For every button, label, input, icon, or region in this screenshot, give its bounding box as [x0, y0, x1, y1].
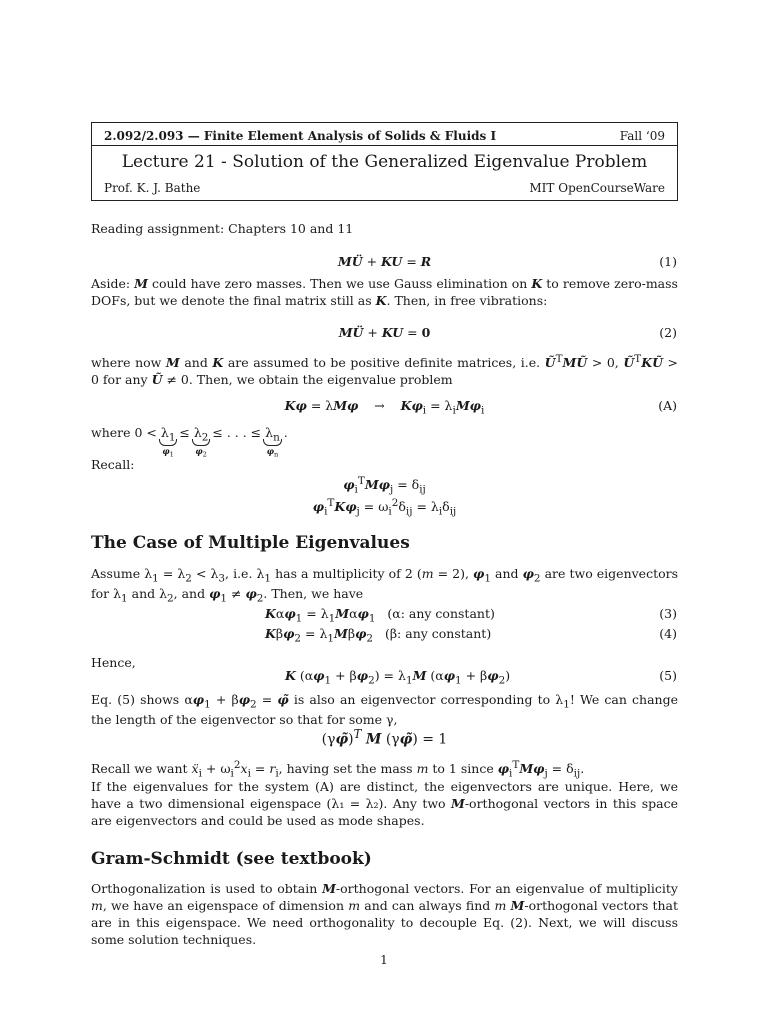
equation-number-5: (5): [659, 668, 677, 683]
course-title: 2.092/2.093 — Finite Element Analysis of Solids & Fluids I: [104, 129, 497, 143]
orthogonalization-paragraph: Orthogonalization is used to obtain M-orthogonal vectors. For an eigenvalue of multiplicity m, we have an eigenspace of dimension m and can always find m M-orthogonal vectors that are in this eigenspace. We need orthogonality to decouple Eq. (2). Next, we will discuss some solution techniques.: [91, 881, 678, 947]
section-heading-gram-schmidt: Gram-Schmidt (see textbook): [91, 849, 372, 869]
equation-4: $K\beta\varphi_2 = \lambda_1M\beta\varphi_2$ (β: any constant): [265, 626, 492, 645]
aside-text: could have zero masses. Then we use Gauss elimination on: [151, 276, 528, 291]
mass-normalization-paragraph: Recall we want ẍ$_i$ + $\omega_i^2x_i = r_i$, having set the mass m to 1 since $\varphi_i^TM\varphi_j = \delta_{ij}$.: [91, 759, 585, 780]
equation-number-4: (4): [659, 626, 677, 641]
hence-label: Hence,: [91, 655, 136, 670]
page-number: 1: [380, 953, 388, 967]
title-box: [91, 122, 678, 201]
equation-A: Kφ = λMφ → $K\varphi_i = \lambda_iM\varphi_i$: [284, 398, 485, 417]
section-heading-multiple-eigenvalues: The Case of Multiple Eigenvalues: [91, 533, 410, 553]
reading-assignment: Reading assignment: Chapters 10 and 11: [91, 221, 354, 236]
where-now-text: where now: [91, 355, 162, 371]
gs-text-4: and can always find: [364, 897, 491, 913]
eigenvector-length-paragraph: Eq. (5) shows $\alpha\varphi_1 + \beta\varphi_2$ = φ̃ is also an eigenvector corresponding to $\lambda_1$! We can change the length of the eigenvector so that for some γ,: [91, 692, 678, 727]
gs-text-3: , we have an eigenspace of dimension: [102, 897, 345, 913]
orthonormality-K: $\varphi_i^TK\varphi_j = \omega_i^2\delta_{ij} = \lambda_i\delta_{ij}$: [312, 497, 457, 518]
equation-number-3: (3): [659, 606, 677, 621]
equation-3: $K\alpha\varphi_1 = \lambda_1M\alpha\varphi_1$ (α: any constant): [265, 606, 495, 625]
multiplicity-paragraph: Assume $\lambda_1 = \lambda_2 < \lambda_3$, i.e. $\lambda_1$ has a multiplicity of 2 (m = 2), $\varphi_1$ and $\varphi_2$ are two eigenvectors for $\lambda_1$ and $\lambda_2$, and $\varphi_1 \ne \varphi_2$. Then, we have: [91, 566, 679, 605]
recall-label: Recall:: [91, 457, 135, 472]
gs-text-5: -orthogonal vectors that are in this eigenspace. We need orthogonality to decouple Eq. (2). Next, we will discuss some solution techniques.: [91, 897, 678, 947]
pos-def-text: are assumed to be positive definite matrices, i.e.: [227, 355, 541, 371]
lecture-title: Lecture 21 - Solution of the Generalized Eigenvalue Problem: [121, 152, 648, 172]
normalization-equation: (γφ̃)$^T$ M (γφ̃) = 1: [321, 727, 448, 748]
orthonormality-M: $\varphi_i^TM\varphi_j = \delta_{ij}$: [343, 475, 426, 496]
distinct-text: If the eigenvalues for the system (A) are distinct, the eigenvectors are unique. Here, we have a two dimensional eigenspace (λ₁ = λ₂). Any two: [91, 779, 678, 811]
equation-number-1: (1): [659, 254, 677, 269]
equation-5: K $(\alpha\varphi_1 + \beta\varphi_2) = \lambda_1M$ $(\alpha\varphi_1 + \beta\varphi_2)$: [285, 668, 511, 687]
constant-note-alpha: (α: any constant): [387, 606, 495, 621]
then-obtain-text: . Then, we obtain the eigenvalue problem: [188, 372, 453, 388]
gs-text-1: Orthogonalization is used to obtain: [91, 881, 318, 896]
aside-paragraph: Aside: M could have zero masses. Then we use Gauss elimination on K to remove zero-mass DOFs, but we denote the final matrix still as K. Then, in free vibrations:: [91, 276, 678, 308]
aside-text-2: to remove zero-mass DOFs, but we denote the final matrix still as: [91, 276, 678, 308]
positive-definite-paragraph: where now M and K are assumed to be positive definite matrices, i.e. $Ũ^TMŨ > 0$, $Ũ^TKŨ > 0$ for any Ũ ≠ 0. Then, we obtain the eigenvalue problem: [91, 353, 678, 388]
distinct-tail-text: -orthogonal vectors in this space are eigenvectors and could be used as mode shapes.: [91, 795, 678, 828]
equation-number-2: (2): [659, 325, 677, 340]
eigenvalue-ordering: where $0 < \lambda_1$ $\varphi_1$ ≤ $\lambda_2$ $\varphi_2$ ≤ . . . ≤ $\lambda_n$ $\varphi_n$ .: [91, 425, 288, 459]
distinct-eigenvalues-paragraph: If the eigenvalues for the system (A) are distinct, the eigenvectors are unique. Here, we have a two dimensional eigenspace (λ₁ = λ₂). Any two M-orthogonal vectors in this space are eigenvectors and could be used as mode shapes.: [91, 779, 678, 828]
publisher-name: MIT OpenCourseWare: [529, 181, 665, 195]
equation-2: MÜ + KU = 0: [338, 325, 431, 340]
term-label: Fall ‘09: [619, 129, 665, 143]
constant-note-beta: (β: any constant): [384, 626, 492, 641]
gs-text-2: -orthogonal vectors. For an eigenvalue of multiplicity: [335, 881, 678, 896]
equation-1: MÜ + KU = R: [337, 254, 432, 269]
header-divider: [92, 145, 677, 146]
equation-number-A: (A): [658, 398, 677, 413]
aside-text-3: . Then, in free vibrations:: [386, 292, 548, 308]
professor-name: Prof. K. J. Bathe: [104, 181, 201, 195]
